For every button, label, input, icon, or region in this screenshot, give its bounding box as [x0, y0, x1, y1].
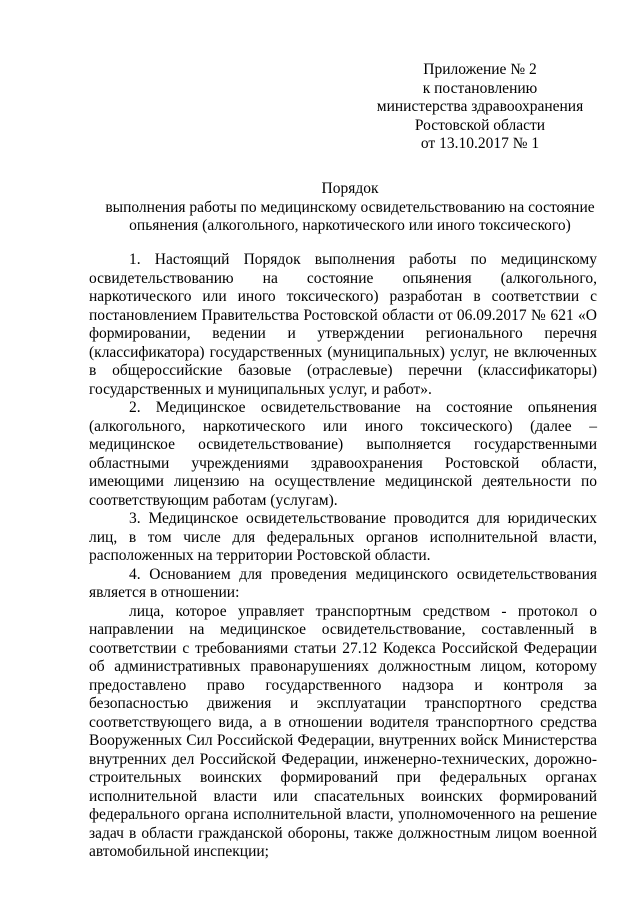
- appendix-date: от 13.10.2017 № 1: [420, 135, 540, 152]
- appendix-decree-ref: к постановлению: [422, 79, 538, 97]
- paragraph-5: лица, которое управляет транспортным средством - протокол о направлении на медицинское освидетельствование, составленный в соответствии с требованиями статьи 27.12 Кодекса Российской Федерации об административных правонарушениях должностным лицом, которому предоставлено право государственного надзора и контроля за безопасностью движения и эксплуатации транспортного средства соответствующего вида, а в отношении водителя транспортного средства Вооруженных Сил Российской Федерации, внутренних войск Министерства внутренних дел Российской Федерации, инженерно-технических, дорожно-строительных воинских формирований при федеральных органах исполнительной власти или спасательных воинских формирований федерального органа исполнительной власти, уполномоченного на решение задач в области гражданской обороны, также должностным лицом военной автомобильной инспекции;: [89, 602, 597, 860]
- appendix-region: Ростовской области: [414, 116, 546, 134]
- appendix-ministry: министерства здравоохранения: [376, 98, 584, 115]
- appendix-number: Приложение № 2: [423, 61, 537, 78]
- title-line-1: Порядок: [321, 180, 379, 197]
- document-body: [89, 251, 597, 862]
- paragraph-2: 2. Медицинское освидетельствование на состояние опьянения (алкогольного, наркотического или иного токсического) (далее – медицинское освидетельствование) выполняется государственными областными учреждениями здравоохранения Ростовской области, имеющими лицензию на осуществление медицинской деятельности по соответствующим работам (услугам).: [89, 399, 597, 509]
- document-title: [80, 180, 620, 236]
- paragraph-1: 1. Настоящий Порядок выполнения работы по медицинскому освидетельствованию на состояние опьянения (алкогольного, наркотического или иного токсического) разработан в соответствии с постановлением Правительства Ростовской области от 06.09.2017 № 621 «О формировании, ведении и утверждении регионального перечня (классификатора) государственных (муниципальных) услуг, не включенных в общероссийские базовые (отраслевые) перечни (классификаторы) государственных и муниципальных услуг, и работ».: [89, 251, 597, 398]
- title-line-2: выполнения работы по медицинскому освидетельствованию на состояние: [105, 198, 595, 216]
- paragraph-4: 4. Основанием для проведения медицинского освидетельствования является в отношении:: [89, 565, 597, 601]
- title-line-3: опьянения (алкогольного, наркотического или иного токсического): [129, 217, 571, 234]
- paragraph-3: 3. Медицинское освидетельствование проводится для юридических лиц, в том числе для федеральных органов исполнительной власти, расположенных на территории Ростовской области.: [89, 510, 597, 564]
- appendix-header: [362, 61, 598, 154]
